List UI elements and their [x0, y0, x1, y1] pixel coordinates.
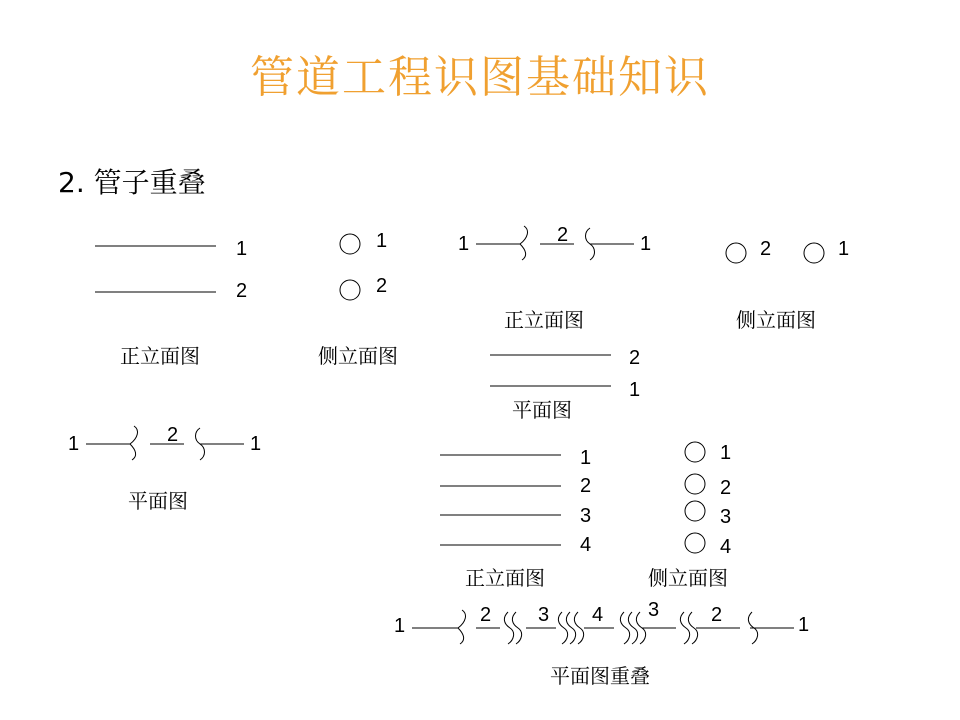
fig-c-side-label-3: 3 [720, 506, 732, 528]
fig-c-plan-label-2: 3 [538, 604, 550, 626]
fig-b-plan-view [490, 347, 640, 422]
fig-b-plan-caption: 平面图 [512, 398, 572, 422]
fig-c-front-label-3: 3 [580, 505, 592, 527]
fig-c-plan-label-1: 2 [480, 604, 492, 626]
fig-c-front-caption: 正立面图 [465, 566, 545, 590]
fig-c-plan-label-0: 1 [394, 615, 406, 637]
fig-b-front-view [458, 224, 651, 332]
fig-a-plan-caption: 平面图 [128, 489, 188, 513]
fig-a-front-label-1: 1 [236, 238, 248, 260]
fig-b-side-circle-icon-1 [804, 243, 824, 263]
fig-c-front-label-1: 1 [580, 447, 592, 469]
break-mark-icon [520, 226, 527, 260]
fig-c-front-label-2: 2 [580, 475, 592, 497]
fig-a-side-caption: 侧立面图 [318, 344, 398, 368]
fig-c-plan-caption: 平面图重叠 [550, 664, 650, 688]
fig-b-front-label-right: 1 [640, 233, 652, 255]
fig-c-side-caption: 侧立面图 [648, 566, 728, 590]
fig-c-plan-label-4: 3 [648, 599, 660, 621]
slide-title: 管道工程识图基础知识 [250, 52, 710, 103]
fig-c-front-view [440, 447, 591, 590]
fig-c-side-circle-icon-1 [685, 442, 705, 462]
fig-b-side-caption: 侧立面图 [736, 308, 816, 332]
fig-c-plan-label-6: 1 [798, 614, 810, 636]
fig-a-plan-label-left: 1 [68, 433, 80, 455]
fig-a-side-view [318, 230, 398, 368]
fig-a-plan-view [68, 424, 261, 513]
fig-c-side-label-2: 2 [720, 477, 732, 499]
fig-a-side-label-2: 2 [376, 275, 388, 297]
break-mark-icon [130, 426, 137, 460]
fig-c-side-circle-icon-4 [685, 533, 705, 553]
fig-b-front-label-middle: 2 [557, 224, 569, 246]
break-mark-icon [504, 612, 521, 644]
fig-b-side-label-2: 2 [760, 238, 772, 260]
fig-b-side-circle-icon-2 [726, 243, 746, 263]
fig-a-side-circle-icon-1 [340, 234, 360, 254]
break-mark-icon [458, 610, 465, 644]
fig-a-front-caption: 正立面图 [120, 344, 200, 368]
fig-b-plan-label-1: 1 [629, 379, 641, 401]
fig-a-front-label-2: 2 [236, 280, 248, 302]
break-mark-icon [620, 612, 645, 644]
fig-c-side-view [648, 442, 731, 590]
fig-a-plan-label-middle: 2 [167, 424, 179, 446]
fig-c-front-label-4: 4 [580, 534, 592, 556]
break-mark-icon [558, 612, 583, 644]
fig-c-plan-view [394, 599, 809, 688]
fig-a-plan-label-right: 1 [250, 433, 262, 455]
fig-c-plan-label-3: 4 [592, 604, 604, 626]
fig-b-front-label-left: 1 [458, 233, 470, 255]
fig-b-front-caption: 正立面图 [504, 308, 584, 332]
fig-a-side-circle-icon-2 [340, 280, 360, 300]
fig-c-plan-label-5: 2 [711, 604, 723, 626]
fig-b-side-label-1: 1 [838, 238, 850, 260]
fig-a-front-view [95, 238, 247, 368]
fig-b-plan-label-2: 2 [629, 347, 641, 369]
fig-c-side-label-1: 1 [720, 442, 732, 464]
fig-c-side-circle-icon-2 [685, 474, 705, 494]
break-mark-icon [680, 612, 697, 644]
fig-b-side-view [726, 238, 849, 332]
fig-a-side-label-1: 1 [376, 230, 388, 252]
fig-c-side-circle-icon-3 [685, 501, 705, 521]
section-heading: 2. 管子重叠 [58, 166, 206, 199]
fig-c-side-label-4: 4 [720, 536, 732, 558]
